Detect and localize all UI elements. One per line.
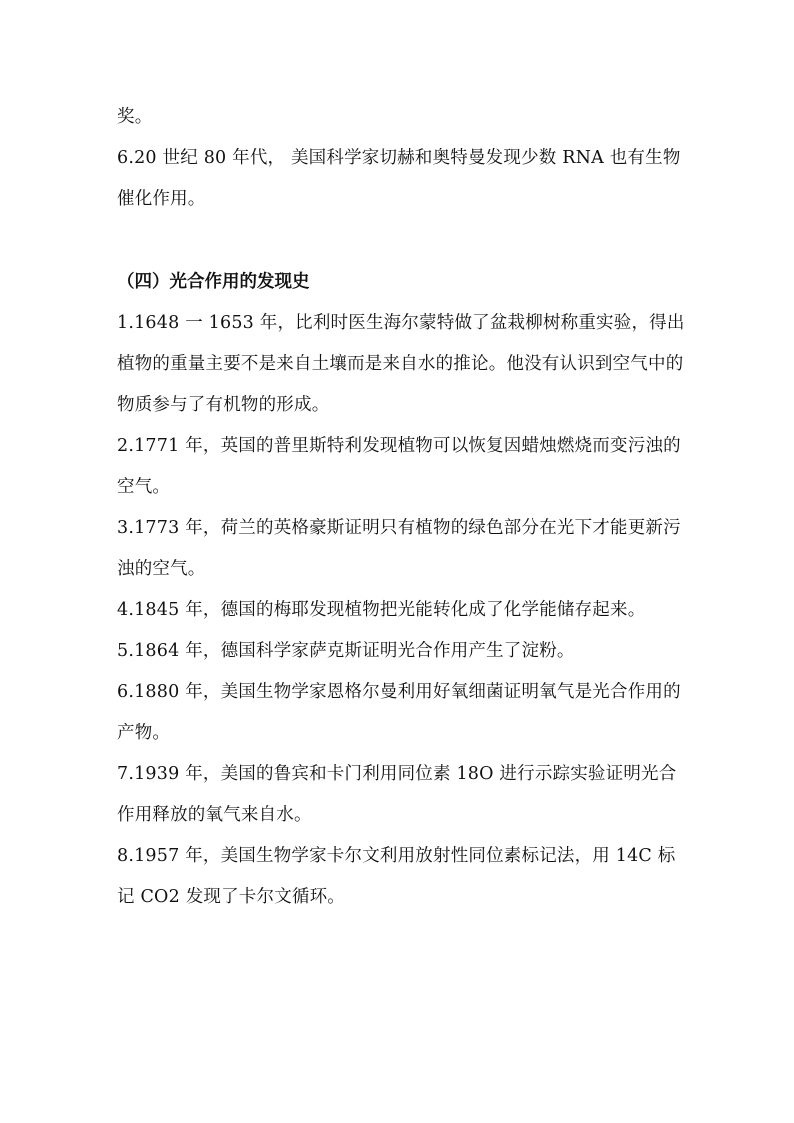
photosynthesis-item-5: 5.1864 年，德国科学家萨克斯证明光合作用产生了淀粉。 (117, 641, 575, 661)
photosynthesis-item-2: 2.1771 年，英国的普里斯特利发现植物可以恢复因蜡烛燃烧而变污浊的空气。 (117, 436, 681, 497)
continued-paragraph-tail: 奖。 (117, 107, 153, 127)
photosynthesis-item-4: 4.1845 年，德国的梅耶发现植物把光能转化成了化学能储存起来。 (117, 600, 646, 620)
photosynthesis-item-7: 7.1939 年，美国的鲁宾和卡门利用同位素 18O 进行示踪实验证明光合作用释放的氧气来自水。 (117, 764, 677, 825)
document-body (117, 97, 687, 918)
enzyme-history-item-6: 6.20 世纪 80 年代， 美国科学家切赫和奥特曼发现少数 RNA 也有生物催化作用。 (117, 148, 681, 209)
photosynthesis-item-1: 1.1648 一 1653 年，比利时医生海尔蒙特做了盆栽柳树称重实验，得出植物的重量主要不是来自土壤而是来自水的推论。他没有认识到空气中的物质参与了有机物的形成。 (117, 313, 685, 415)
section-heading-photosynthesis: （四）光合作用的发现史 (117, 272, 310, 292)
photosynthesis-item-3: 3.1773 年，荷兰的英格豪斯证明只有植物的绿色部分在光下才能更新污浊的空气。 (117, 518, 681, 579)
photosynthesis-item-8: 8.1957 年，美国生物学家卡尔文利用放射性同位素标记法，用 14C 标记 CO2 发现了卡尔文循环。 (117, 846, 676, 907)
section-spacer (117, 220, 687, 262)
photosynthesis-item-6: 6.1880 年，美国生物学家恩格尔曼利用好氧细菌证明氧气是光合作用的产物。 (117, 682, 681, 743)
